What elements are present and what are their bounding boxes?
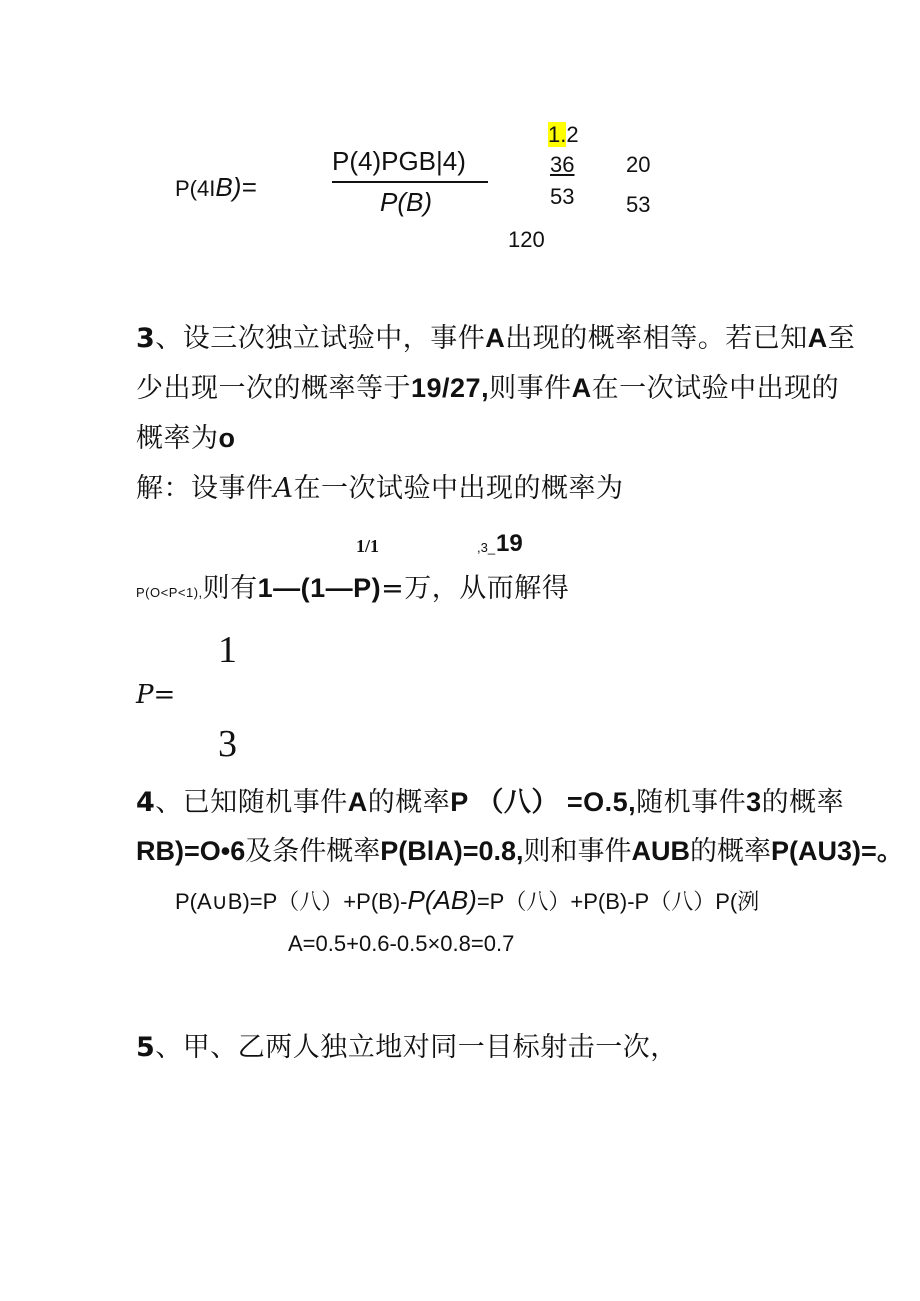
formula1-bottom: 120: [508, 227, 545, 252]
q3-cond: P(O<P<1),: [136, 585, 203, 600]
q3-solution-line: [136, 466, 624, 505]
q4-l1-g: 的概率: [761, 787, 845, 818]
q4-l2-h: 。: [876, 836, 904, 867]
formula1-col1-c: 53: [550, 184, 575, 209]
formula1-col2-b: 53: [626, 192, 651, 217]
q4-l2-g: P(AU3)=: [771, 836, 877, 866]
q4-l1-a: 、已知随机事件: [155, 787, 348, 818]
formula1-denominator: P(B): [380, 187, 432, 217]
q3-line3: [136, 416, 236, 455]
q3-line1-c: 出现的概率相等。若已知: [505, 323, 808, 354]
formula1-col1-b: 36: [550, 152, 575, 177]
q4-l1-b: A: [347, 787, 368, 817]
q3-sup2: ,3_: [477, 540, 496, 555]
q3-equation-line: [136, 566, 569, 605]
q4-l2-f: 的概率: [690, 836, 772, 867]
q3-line1-a: 、设三次独立试验中，事件: [155, 323, 486, 354]
q4-number: 4: [136, 787, 156, 818]
formula1-lhs: [175, 172, 257, 203]
q4-l1-d: P （八） =O.5,: [450, 787, 637, 817]
q3-answer-denominator: 3: [218, 723, 237, 765]
q3-answer-label: P=: [136, 680, 176, 710]
q3-answer-numerator: 1: [218, 629, 237, 671]
q3-line1: [136, 316, 855, 355]
q3-sol-a: 解：设事件: [136, 473, 274, 504]
q4-f-a: P(A∪B)=P（八）+P(B)-: [175, 889, 408, 914]
q3-sol-italic: A: [273, 473, 294, 504]
q5-text: 、甲、乙两人独立地对同一目标射击一次，: [155, 1032, 678, 1063]
q3-number: 3: [136, 323, 156, 354]
q4-line1: [136, 780, 844, 819]
formula1-fraction-line: [332, 181, 488, 183]
q4-formula-line2: A=0.5+0.6-0.5×0.8=0.7: [288, 931, 515, 956]
q3-sup1: 1/1: [356, 536, 380, 556]
q5-line: [136, 1025, 678, 1064]
q3-line3-b: o: [218, 423, 236, 453]
q3-expr: 1—(1—P): [257, 573, 382, 603]
q4-formula-line1: [175, 885, 759, 916]
q4-f-italic: P(AB): [407, 885, 477, 915]
q4-line2: [136, 829, 904, 868]
q3-line2-c: 则事件: [489, 373, 572, 404]
q3-line1-d: A: [807, 323, 828, 353]
q3-eq: =万，从而解得: [381, 573, 570, 604]
q3-line3-a: 概率为: [136, 423, 219, 454]
q4-f-b: =P（八）+P(B)-P（八）P(洌: [476, 889, 760, 914]
q3-line1-e: 至: [827, 323, 856, 354]
q3-sol-b: 在一次试验中出现的概率为: [293, 473, 624, 504]
highlighted-value: 1.: [548, 122, 567, 147]
q3-line2-b: 19/27,: [411, 373, 490, 403]
formula1-lhs-text: P(4I: [175, 176, 216, 201]
q4-l1-f: 3: [746, 787, 762, 817]
q4-l2-a: RB)=O•6: [136, 836, 246, 866]
q4-l2-e: AUB: [631, 836, 691, 866]
q5-number: 5: [136, 1032, 156, 1063]
formula1-col2-a: 20: [626, 152, 651, 177]
q4-l1-e: 随机事件: [636, 787, 747, 818]
q4-l2-d: 则和事件: [523, 836, 632, 867]
q3-line2-d: A: [571, 373, 592, 403]
formula1-col1-a-rest: 2: [566, 122, 579, 147]
q3-then: 则有: [202, 573, 258, 604]
q3-line2-a: 少出现一次的概率等于: [136, 373, 411, 404]
q4-l2-c: P(BlA)=0.8,: [380, 836, 524, 866]
q4-l2-b: 及条件概率: [245, 836, 381, 867]
formula1-numerator: P(4)PGB|4): [332, 146, 466, 176]
q3-line2-e: 在一次试验中出现的: [591, 373, 840, 404]
q3-line1-b: A: [485, 323, 506, 353]
q3-sup3: 19: [496, 530, 523, 557]
q3-line2: [136, 366, 839, 405]
q4-l1-c: 的概率: [367, 787, 451, 818]
formula1-col1-a: [548, 122, 579, 148]
formula1-lhs-italic: B)=: [215, 172, 257, 202]
